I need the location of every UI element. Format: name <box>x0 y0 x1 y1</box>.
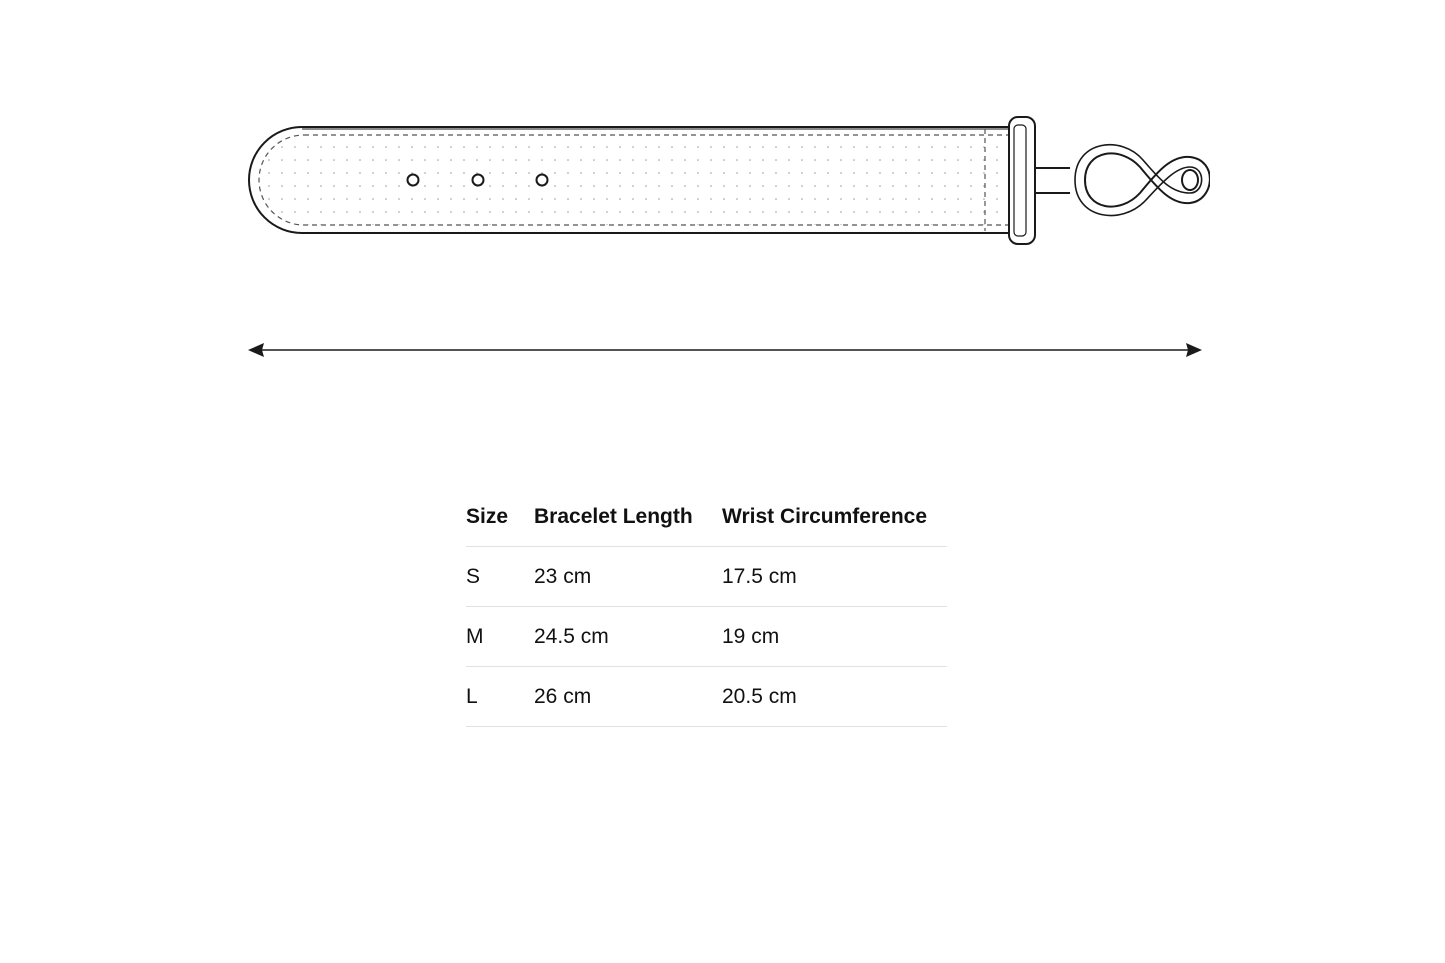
cell-size: S <box>466 547 534 607</box>
strap-hole <box>408 175 419 186</box>
cell-wrist-circumference: 20.5 cm <box>722 667 947 727</box>
table-row <box>466 547 947 607</box>
header-size: Size <box>466 488 534 547</box>
strap-hole <box>473 175 484 186</box>
strap-hole <box>537 175 548 186</box>
cell-bracelet-length: 23 cm <box>534 547 722 607</box>
size-chart-table <box>466 488 947 727</box>
table-header-row <box>466 488 947 547</box>
strap-texture <box>259 135 1010 225</box>
cell-size: M <box>466 607 534 667</box>
cell-size: L <box>466 667 534 727</box>
arrow-head-right-icon <box>1186 343 1202 357</box>
cell-wrist-circumference: 19 cm <box>722 607 947 667</box>
infinity-clasp-icon <box>1075 145 1210 216</box>
table-row <box>466 607 947 667</box>
cell-bracelet-length: 24.5 cm <box>534 607 722 667</box>
cell-bracelet-length: 26 cm <box>534 667 722 727</box>
header-bracelet-length: Bracelet Length <box>534 488 722 547</box>
cell-wrist-circumference: 17.5 cm <box>722 547 947 607</box>
bracelet-diagram <box>240 105 1210 265</box>
table-row <box>466 667 947 727</box>
length-measure-arrow <box>240 335 1210 365</box>
header-wrist-circumference: Wrist Circumference <box>722 488 947 547</box>
arrow-head-left-icon <box>248 343 264 357</box>
